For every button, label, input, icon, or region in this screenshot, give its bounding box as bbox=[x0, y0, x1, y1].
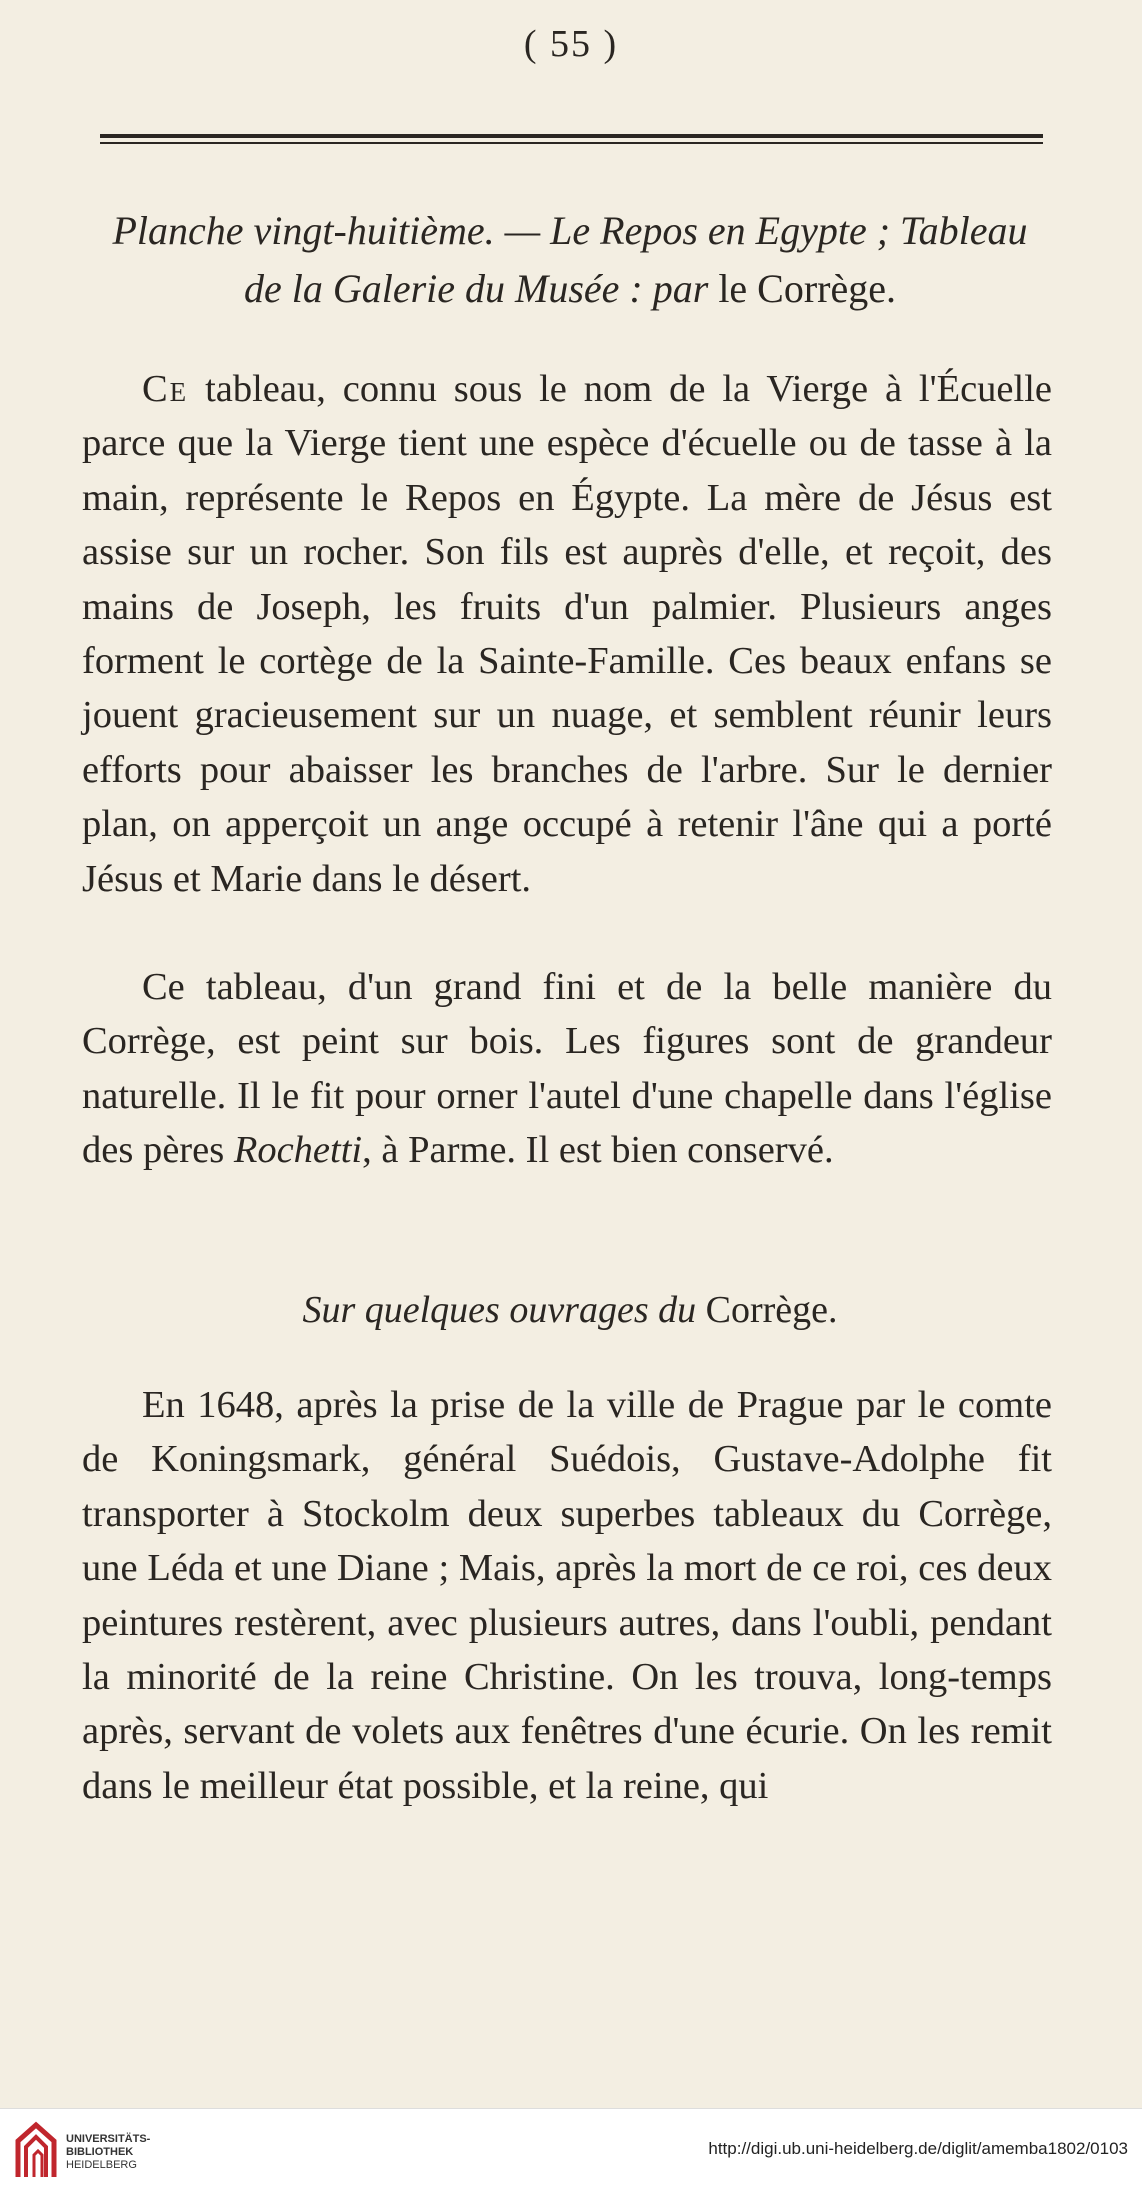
heading-painter: le Corrège. bbox=[718, 266, 897, 311]
paragraph3-text: En 1648, après la prise de la ville de Prague par le comte de Koningsmark, général Suédois, Gustave-Adolphe fit transporter à Stockolm deux superbes tableaux du Corrège, une Léda et une Diane ; Mais, après la mort de ce roi, ces deux peintures restèrent, avec plusieurs autres, dans l'oubli, pendant la minorité de la reine Christine. On les trouva, long-temps après, servant de volets aux fenêtres d'une écurie. On les remit dans le meilleur état possible, et la reine, qui bbox=[82, 1384, 1052, 1807]
heading-line2: de la Galerie du Musée : par bbox=[243, 266, 719, 311]
library-logo-text bbox=[66, 2133, 150, 2172]
subheading-italic: Sur quelques ouvrages du bbox=[302, 1289, 706, 1331]
heading-line1: Planche vingt-huitième. — Le Repos en Egypte ; Tableau bbox=[112, 208, 1028, 253]
logo-line3: HEIDELBERG bbox=[66, 2159, 137, 2171]
header-rule-thick bbox=[100, 134, 1043, 138]
plate-heading bbox=[70, 202, 1070, 318]
logo-line2: BIBLIOTHEK bbox=[66, 2146, 134, 2158]
subheading-roman: Corrège. bbox=[705, 1289, 838, 1331]
footer-bar bbox=[0, 2108, 1142, 2194]
paragraph2-italic: Rochetti bbox=[233, 1129, 363, 1172]
paragraph-history bbox=[82, 1378, 1052, 1813]
source-url[interactable]: http://digi.ub.uni-heidelberg.de/diglit/amemba1802/0103 bbox=[708, 2139, 1128, 2158]
page-number: ( 55 ) bbox=[523, 23, 619, 65]
paragraph1-text: tableau, connu sous le nom de la Vierge à l'Écuelle parce que la Vierge tient une espèce d'écuelle ou de tasse à la main, représente le Repos en Égypte. La mère de Jésus est assise sur un rocher. Son fils est auprès d'elle, et reçoit, des mains de Joseph, les fruits d'un palmier. Plusieurs anges forment le cortège de la Sainte-Famille. Ces beaux enfans se jouent gracieusement sur un nuage, et semblent réunir leurs efforts pour abaisser les branches de l'arbre. Sur le dernier plan, on apperçoit un ange occupé à retenir l'âne qui a porté Jésus et Marie dans le désert. bbox=[82, 368, 1052, 900]
dropcap: Ce bbox=[142, 368, 189, 410]
heidelberg-logo-icon bbox=[14, 2121, 60, 2181]
paragraph2-text-b: , à Parme. Il est bien conservé. bbox=[362, 1129, 834, 1172]
paragraph-condition bbox=[82, 960, 1052, 1178]
paragraph2-text-a: Ce tableau, d'un grand fini et de la belle manière du Corrège, est peint sur bois. Les figures sont de grandeur naturelle. Il le fit pour orner l'autel d'une chapelle dans l'église des pères bbox=[82, 966, 1052, 1172]
paragraph-description bbox=[82, 362, 1052, 906]
header-rule-thin bbox=[100, 142, 1043, 144]
section-subheading bbox=[70, 1288, 1070, 1332]
logo-line1: UNIVERSITÄTS- bbox=[66, 2133, 151, 2145]
